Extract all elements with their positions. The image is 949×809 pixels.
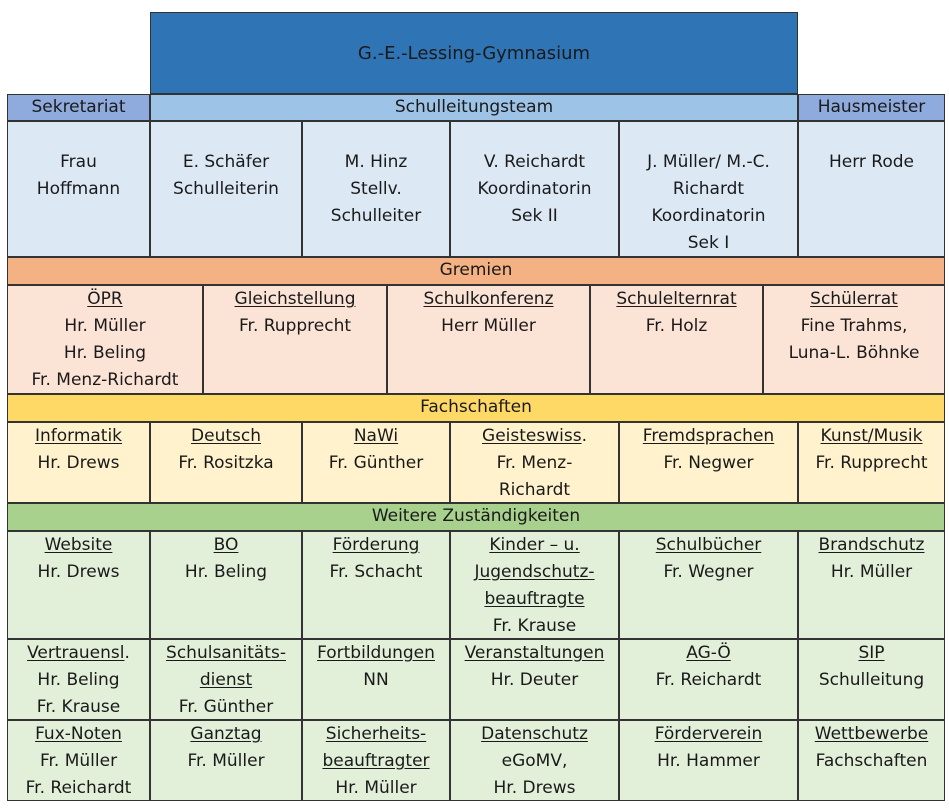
cell-person: Luna-L. Böhnke xyxy=(788,343,920,363)
school-title: G.-E.-Lessing-Gymnasium xyxy=(150,12,798,94)
cell-person: Fr. Günther xyxy=(328,453,424,473)
fachschaft-cell xyxy=(150,422,302,503)
cell-person: Fr. Krause xyxy=(492,616,577,636)
fachschaft-cell xyxy=(302,422,450,503)
cell-person: Herr Müller xyxy=(441,316,536,336)
header-hausmeister: Hausmeister xyxy=(798,94,945,121)
leitung-cell xyxy=(7,121,150,257)
cell-line: M. Hinz xyxy=(344,152,408,172)
cell-person: Fr. Wegner xyxy=(663,562,754,582)
cell-line: Herr Rode xyxy=(828,152,915,172)
cell-person: Fr. Reichardt xyxy=(25,778,132,798)
cell-person: Fr. Günther xyxy=(178,697,274,717)
fachschaft-cell xyxy=(619,422,798,503)
cell-line: Schulleiterin xyxy=(173,179,279,199)
cell-heading: Informatik xyxy=(34,426,123,446)
cell-person: Fine Trahms, xyxy=(800,316,908,336)
cell-heading: Fremdsprachen xyxy=(642,426,775,446)
cell-line: Koordinatorin xyxy=(651,206,766,226)
cell-person: Fr. Menz- xyxy=(496,453,573,473)
leitung-cell xyxy=(302,121,450,257)
cell-person: Hr. Drews xyxy=(37,453,120,473)
zustaendigkeit-cell xyxy=(302,531,450,639)
cell-person: Schulleitung xyxy=(818,670,925,690)
gremium-cell xyxy=(763,285,945,394)
cell-heading: Förderverein xyxy=(654,724,763,744)
cell-heading: Förderung xyxy=(332,535,420,555)
cell-heading: Vertrauensl. xyxy=(27,643,130,663)
cell-heading: Jugendschutz- xyxy=(474,562,595,582)
cell-heading: Datenschutz xyxy=(481,724,588,744)
header-sekretariat: Sekretariat xyxy=(7,94,150,121)
cell-person: Hr. Müller xyxy=(830,562,913,582)
cell-person: Hr. Beling xyxy=(184,562,268,582)
cell-person: Fr. Krause xyxy=(36,697,121,717)
cell-heading: Kinder – u. xyxy=(489,535,580,555)
cell-line: Sek II xyxy=(511,206,558,226)
cell-person: Hr. Beling xyxy=(63,343,147,363)
gremium-cell xyxy=(590,285,763,394)
zustaendigkeit-cell xyxy=(450,639,619,720)
zustaendigkeit-cell xyxy=(619,639,798,720)
cell-heading: Schülerrat xyxy=(810,289,898,309)
zustaendigkeit-cell xyxy=(450,531,619,639)
leitung-cell xyxy=(798,121,945,257)
cell-heading: ÖPR xyxy=(87,289,123,309)
cell-line: Hoffmann xyxy=(36,179,121,199)
fachschaft-cell xyxy=(798,422,945,503)
leitung-cell xyxy=(450,121,619,257)
cell-heading: dienst xyxy=(199,670,253,690)
gremium-cell xyxy=(387,285,590,394)
cell-heading: Schulkonferenz xyxy=(423,289,554,309)
cell-heading: beauftragte xyxy=(484,589,585,609)
cell-person: Hr. Beling xyxy=(37,670,120,690)
cell-line: E. Schäfer xyxy=(182,152,270,172)
cell-heading: NaWi xyxy=(353,426,399,446)
fachschaft-cell xyxy=(450,422,619,503)
gremium-cell xyxy=(7,285,203,394)
zustaendigkeit-cell xyxy=(7,720,150,801)
cell-person: Fr. Holz xyxy=(645,316,708,336)
cell-heading: Brandschutz xyxy=(818,535,925,555)
cell-heading: Wettbewerbe xyxy=(814,724,929,744)
fachschaft-cell xyxy=(7,422,150,503)
cell-line: Richardt xyxy=(672,179,745,199)
cell-person: eGoMV, xyxy=(501,751,568,771)
fachschaften-title: Fachschaften xyxy=(7,394,945,422)
cell-heading: Geisteswiss. xyxy=(482,426,587,446)
cell-heading: Schulsanitäts- xyxy=(166,643,286,663)
cell-heading: beauftragter xyxy=(322,751,430,771)
cell-heading: SIP xyxy=(858,643,885,663)
cell-heading: Deutsch xyxy=(191,426,261,446)
cell-heading: Veranstaltungen xyxy=(464,643,605,663)
zustaendigkeit-cell xyxy=(150,720,302,801)
gremien-title: Gremien xyxy=(7,257,945,285)
cell-heading: Kunst/Musik xyxy=(820,426,923,446)
leitung-cell xyxy=(619,121,798,257)
cell-person: Hr. Deuter xyxy=(490,670,579,690)
cell-person: Hr. Hammer xyxy=(657,751,760,771)
cell-person: Richardt xyxy=(498,480,571,500)
zustaendigkeit-cell xyxy=(150,531,302,639)
cell-heading: BO xyxy=(213,535,239,555)
weitere-title: Weitere Zuständigkeiten xyxy=(7,503,945,531)
zustaendigkeit-cell xyxy=(302,639,450,720)
cell-line: Koordinatorin xyxy=(477,179,592,199)
cell-line: Stellv. xyxy=(350,179,402,199)
cell-person: Fachschaften xyxy=(815,751,928,771)
cell-person: Fr. Menz-Richardt xyxy=(31,370,179,390)
zustaendigkeit-cell xyxy=(798,720,945,801)
cell-person: Fr. Rositzka xyxy=(178,453,274,473)
cell-person: Fr. Müller xyxy=(39,751,118,771)
cell-heading: Sicherheits- xyxy=(325,724,427,744)
cell-heading: Gleichstellung xyxy=(234,289,356,309)
cell-heading: Fortbildungen xyxy=(317,643,435,663)
cell-person: Hr. Müller xyxy=(335,778,417,798)
cell-person: Fr. Müller xyxy=(187,751,265,771)
cell-heading: Schulbücher xyxy=(655,535,762,555)
cell-heading: AG-Ö xyxy=(686,643,731,663)
header-schulleitungsteam: Schulleitungsteam xyxy=(150,94,798,121)
cell-person: Fr. Rupprecht xyxy=(238,316,352,336)
zustaendigkeit-cell xyxy=(619,720,798,801)
cell-heading: Ganztag xyxy=(190,724,262,744)
cell-heading: Website xyxy=(44,535,113,555)
zustaendigkeit-cell xyxy=(450,720,619,801)
zustaendigkeit-cell xyxy=(619,531,798,639)
cell-person: Hr. Drews xyxy=(493,778,576,798)
cell-person: Fr. Reichardt xyxy=(655,670,762,690)
zustaendigkeit-cell xyxy=(7,531,150,639)
cell-line: Sek I xyxy=(687,233,730,253)
cell-line: V. Reichardt xyxy=(483,152,586,172)
cell-person: Fr. Schacht xyxy=(329,562,423,582)
cell-line: Schulleiter xyxy=(330,206,422,226)
cell-person: Fr. Negwer xyxy=(663,453,754,473)
zustaendigkeit-cell xyxy=(7,639,150,720)
leitung-cell xyxy=(150,121,302,257)
cell-line: Frau xyxy=(60,152,97,172)
cell-person: Hr. Drews xyxy=(37,562,120,582)
cell-person: Fr. Rupprecht xyxy=(815,453,928,473)
cell-line: J. Müller/ M.-C. xyxy=(647,152,770,172)
cell-person: Hr. Müller xyxy=(64,316,146,336)
zustaendigkeit-cell xyxy=(302,720,450,801)
zustaendigkeit-cell xyxy=(150,639,302,720)
gremium-cell xyxy=(203,285,387,394)
zustaendigkeit-cell xyxy=(798,531,945,639)
cell-heading: Schulelternrat xyxy=(616,289,737,309)
zustaendigkeit-cell xyxy=(798,639,945,720)
cell-person: NN xyxy=(363,670,389,690)
cell-heading: Fux-Noten xyxy=(35,724,122,744)
